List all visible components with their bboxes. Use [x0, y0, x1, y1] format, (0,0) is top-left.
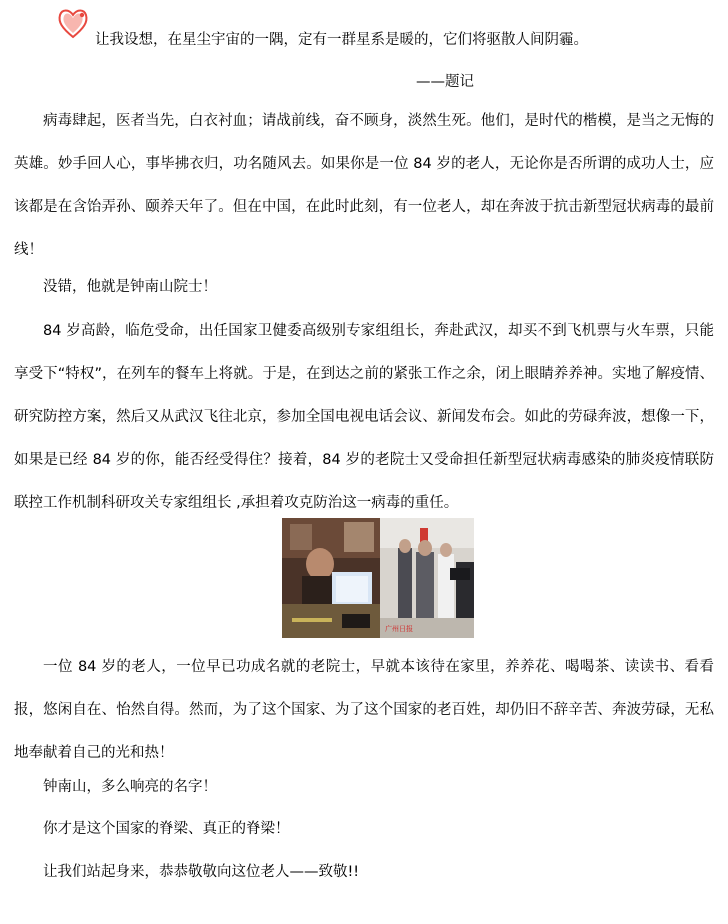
- epigraph-signature: ——题记: [416, 74, 474, 90]
- heart-icon: [56, 6, 90, 40]
- paragraph: 病毒肆起，医者当先，白衣衬血；请战前线，奋不顾身，淡然生死。他们，是时代的楷模，是当之无悔的英雄。妙手回人心，事毕拂衣归，功名随风去。如果你是一位 84 岁的老人，无论你是否所谓的成功人士，应该都是在含饴弄孙、颐养天年了。但在中国，在此时此刻，有一位老人，却在奔波于抗击新型冠状病毒的最前线！: [14, 113, 714, 258]
- photo-watermark: 广州日报: [385, 625, 413, 633]
- photo-collage: [282, 518, 474, 638]
- paragraph: 让我们站起身来，恭恭敬敬向这位老人——致敬!!: [43, 864, 360, 880]
- epigraph: 让我设想，在星尘宇宙的一隅，定有一群星系是暖的，它们将驱散人间阴霾。: [95, 32, 588, 48]
- paragraph: 钟南山，多么响亮的名字！: [43, 779, 217, 795]
- paragraph: 你才是这个国家的脊梁、真正的脊梁！: [43, 821, 290, 837]
- photo-hospital-visit: [380, 518, 474, 638]
- paragraph: 一位 84 岁的老人，一位早已功成名就的老院士，早就本该待在家里，养养花、喝喝茶、读读书、看看报，悠闲自在、怡然自得。然而，为了这个国家、为了这个国家的老百姓，却仍旧不辞辛苦、奔波劳碌，无私地奉献着自己的光和热！: [14, 659, 714, 761]
- paragraph: 没错，他就是钟南山院士！: [43, 279, 217, 295]
- paragraph: 84 岁高龄，临危受命，出任国家卫健委高级别专家组组长，奔赴武汉，却买不到飞机票与火车票，只能享受下“特权”，在列车的餐车上将就。于是，在到达之前的紧张工作之余，闭上眼睛养养神。实地了解疫情、研究防控方案，然后又从武汉飞往北京，参加全国电视电话会议、新闻发布会。如此的劳碌奔波，想像一下，如果是已经 84 岁的你，能否经受得住？接着，84 岁的老院士又受命担任新型冠状病毒感染的肺炎疫情联防联控工作机制科研攻关专家组组长 ,承担着攻克防治这一病毒的重任。: [14, 323, 714, 511]
- photo-train-dining-car: [282, 518, 380, 638]
